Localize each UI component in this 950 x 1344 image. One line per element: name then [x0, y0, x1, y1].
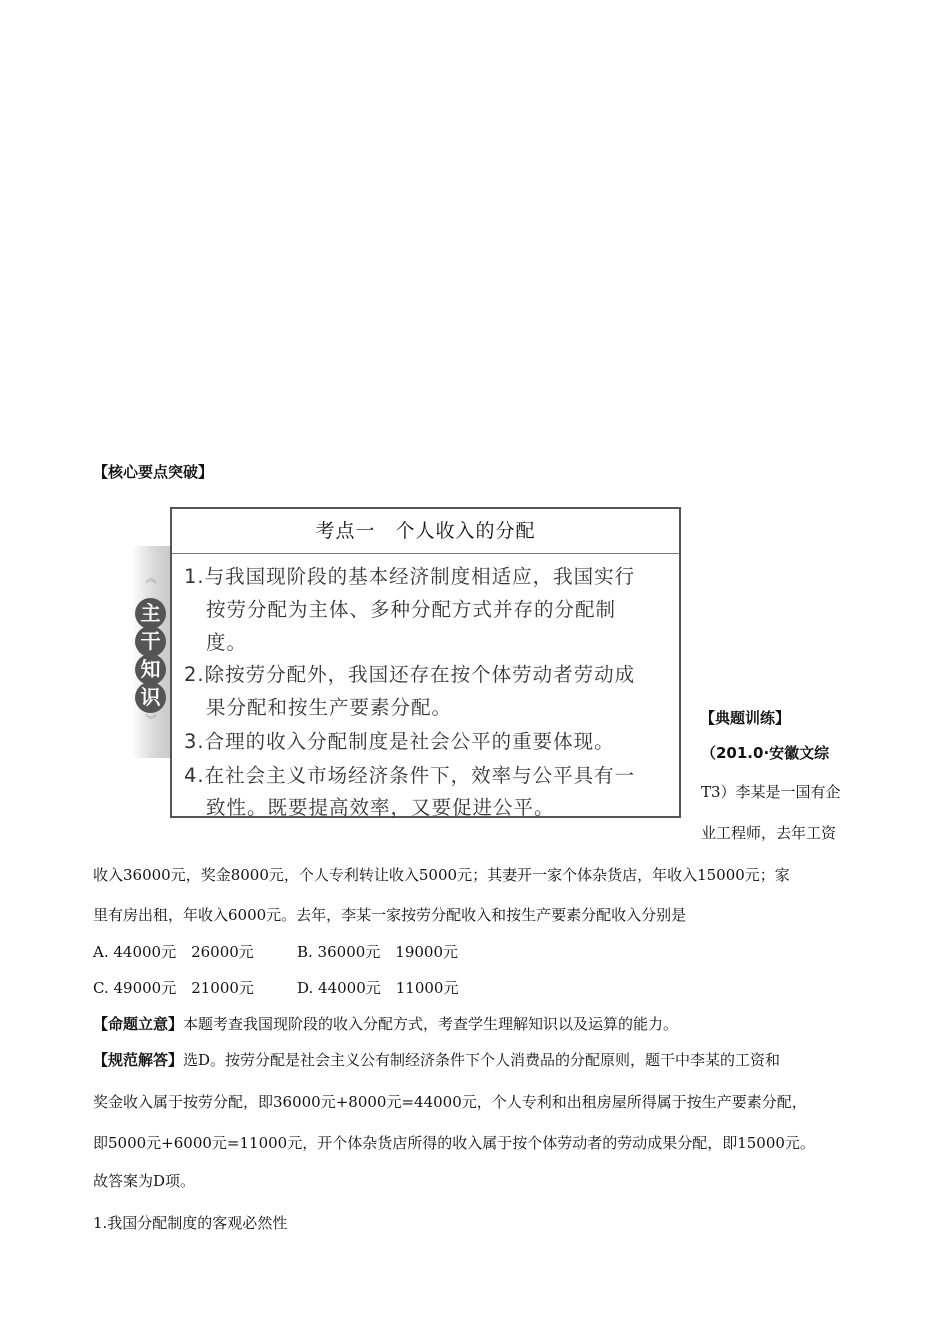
side-tab-char: 干	[135, 626, 166, 657]
knowledge-line: 按劳分配为主体、多种分配方式并存的分配制	[206, 598, 617, 621]
chevron-down-icon: ︾	[145, 713, 158, 727]
knowledge-box-title: 考点一 个人收入的分配	[172, 509, 679, 554]
knowledge-line: 2.除按劳分配外，我国还存在按个体劳动者劳动成	[184, 663, 636, 686]
section-heading: 【核心要点突破】	[93, 463, 214, 481]
exercise-body-line: 收入36000元，奖金8000元，个人专利转让收入5000元；其妻开一家个体杂货店，年收入15000元；家	[93, 866, 790, 884]
option-d: D. 44000元 11000元	[297, 979, 459, 997]
answer-line	[93, 1049, 780, 1070]
knowledge-line: 果分配和按生产要素分配。	[206, 696, 453, 719]
option-c: C. 49000元 21000元	[93, 979, 254, 997]
exercise-source: （201.0·安徽文综	[701, 744, 830, 762]
intent-label: 【命题立意】	[93, 1015, 184, 1033]
intent-text: 本题考查我国现阶段的收入分配方式，考查学生理解知识以及运算的能力。	[183, 1015, 679, 1033]
side-tab-char: 知	[135, 654, 166, 685]
exercise-body-line: 里有房出租，年收入6000元。去年，李某一家按劳分配收入和按生产要素分配收入分别是	[93, 906, 687, 924]
option-b: B. 36000元 19000元	[297, 943, 458, 961]
side-tab-char: 识	[135, 682, 166, 713]
knowledge-line: 1.与我国现阶段的基本经济制度相适应，我国实行	[184, 565, 636, 588]
exercise-heading: 【典题训练】	[700, 709, 791, 727]
intent-paragraph	[93, 1013, 678, 1034]
exercise-intro-line: 业工程师，去年工资	[701, 824, 837, 842]
answer-line: 故答案为D项。	[93, 1172, 196, 1190]
next-section-heading: 1.我国分配制度的客观必然性	[93, 1214, 288, 1232]
answer-line: 奖金收入属于按劳分配，即36000元+8000元=44000元，个人专利和出租房屋所得属于按生产要素分配，	[93, 1093, 807, 1111]
knowledge-line: 致性。既要提高效率，又要促进公平。	[206, 796, 555, 819]
side-tab	[131, 546, 170, 758]
knowledge-line: 度。	[206, 631, 248, 654]
knowledge-line: 3.合理的收入分配制度是社会公平的重要体现。	[184, 730, 615, 753]
answer-text: 选D。按劳分配是社会主义公有制经济条件下个人消费品的分配原则，题干中李某的工资和	[183, 1051, 781, 1069]
side-tab-char: 主	[135, 598, 166, 629]
exercise-intro-line: T3）李某是一国有企	[701, 783, 841, 801]
knowledge-box	[170, 507, 681, 818]
chevron-up-icon: ︽	[145, 571, 158, 585]
option-a: A. 44000元 26000元	[93, 943, 254, 961]
answer-line: 即5000元+6000元=11000元，开个体杂货店所得的收入属于按个体劳动者的劳动成果分配，即15000元。	[93, 1134, 815, 1152]
answer-label: 【规范解答】	[93, 1051, 184, 1069]
knowledge-line: 4.在社会主义市场经济条件下，效率与公平具有一	[184, 764, 636, 787]
